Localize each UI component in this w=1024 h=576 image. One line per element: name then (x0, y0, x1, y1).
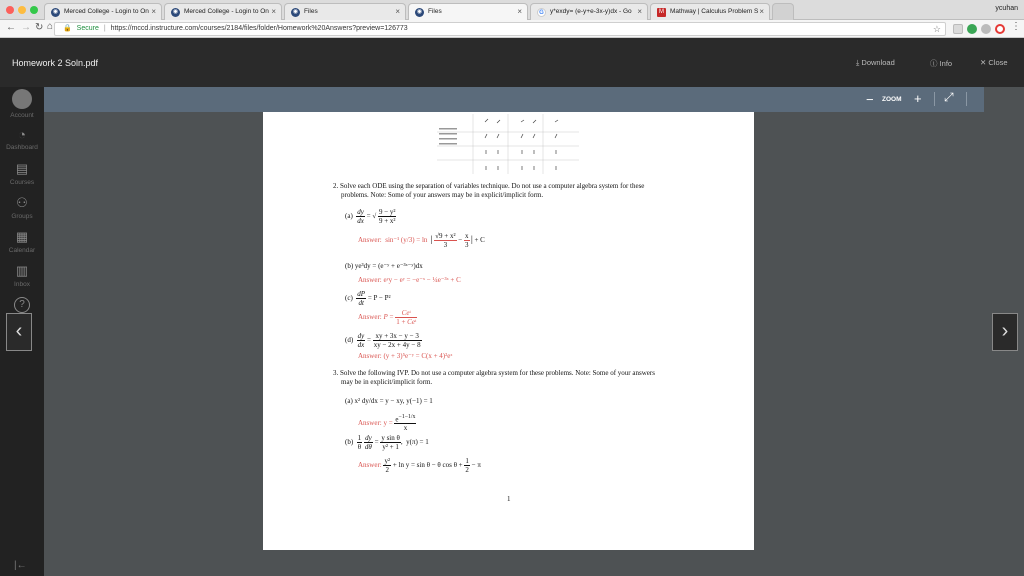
address-toolbar (0, 20, 1024, 38)
extension-icon[interactable] (995, 24, 1005, 34)
nav-label: Courses (9, 179, 35, 186)
answer-label: Answer: (358, 236, 382, 245)
mathway-favicon-icon: M (659, 9, 664, 15)
slope-field-figure (433, 112, 583, 176)
close-tab-icon[interactable]: × (637, 7, 642, 16)
forward-icon[interactable]: → (21, 22, 31, 33)
download-button[interactable] (856, 58, 895, 68)
zoom-in-button[interactable]: + (914, 91, 922, 106)
nav-label: Groups (11, 213, 33, 220)
problem-2d-answer: Answer: (y + 3)⁵e⁻ʸ = C(x + 4)²eˣ (358, 352, 453, 360)
problem-3a-equation: (a) x² dy/dx = y − xy, y(−1) = 1 (345, 397, 433, 405)
problem-2c-answer: Answer: P = $\frac{\text{Ceᵗ}}{\text{1 + Ceᵗ}}$ (358, 309, 417, 326)
problem-3b-answer: Answer: $\frac{\text{y²}}{2}$ + ln y = sin θ − θ cos θ + $\frac{1}{2}$ − π (358, 457, 481, 474)
answer-text: sin⁻¹ (y/3) = ln (385, 236, 428, 245)
close-label: Close (988, 58, 1008, 67)
maximize-window-icon[interactable] (30, 6, 38, 14)
reload-icon[interactable]: ↻ (35, 22, 44, 33)
inbox-icon: ▥ (15, 263, 29, 278)
groups-icon: ⚇ (16, 195, 28, 210)
problem-2a-equation: (a) $\frac{dy}{dx}$ = √ $\frac{\text{9 − y²}}{\text{9 + x²}}$ (345, 208, 396, 225)
lock-icon: 🔒 (63, 25, 72, 32)
part-label: (d) (345, 336, 354, 345)
zoom-out-button[interactable]: − (866, 92, 874, 107)
toolbar-divider (966, 92, 967, 106)
chevron-left-icon: ‹ (15, 320, 23, 342)
part-label: (c) (345, 294, 353, 303)
pdf-page[interactable] (263, 112, 754, 550)
problem-2b-equation: (b) ye³dy = (e⁻ʸ + e⁻³ˣ⁻ʸ)dx (345, 262, 423, 270)
next-file-button[interactable] (992, 313, 1018, 351)
nav-item-calendar[interactable] (0, 229, 44, 254)
back-icon[interactable]: ← (6, 22, 16, 33)
info-button[interactable] (930, 58, 952, 69)
part-label: (a) (345, 212, 353, 221)
nav-item-dashboard[interactable] (0, 127, 44, 151)
nav-item-account[interactable] (0, 89, 44, 119)
close-tab-icon[interactable]: × (271, 7, 276, 16)
nav-label: Calendar (8, 247, 36, 254)
fullscreen-icon[interactable]: ⤢ (944, 90, 954, 104)
canvas-favicon-icon: ◉ (172, 9, 179, 15)
minimize-window-icon[interactable] (18, 6, 26, 14)
problem-3a-answer: Answer: y = $\frac{e^{-1-1/x}}{x}$ (358, 414, 416, 433)
info-label: Info (939, 59, 953, 68)
chrome-user-name[interactable]: ycuhan (995, 5, 1018, 12)
nav-label: Account (10, 112, 34, 119)
part-label: (b) (345, 438, 354, 447)
close-tab-icon[interactable]: × (395, 7, 400, 16)
tab-label: Files (304, 8, 318, 15)
problem-2b-answer: Answer: eʸy − eʸ = −e⁻ˣ − ¼e⁻³ˣ + C (358, 276, 461, 284)
browser-tab[interactable] (530, 3, 648, 20)
extension-icon[interactable] (953, 24, 963, 34)
calendar-icon: ▦ (15, 229, 29, 244)
tab-label: Merced College - Login to On (184, 8, 269, 15)
url-separator: | (103, 25, 106, 32)
collapse-nav-icon[interactable]: |← (14, 560, 27, 571)
tab-label: Merced College - Login to On (64, 8, 149, 15)
extension-icon[interactable] (967, 24, 977, 34)
close-tab-icon[interactable]: × (517, 7, 522, 16)
browser-tab-active[interactable] (408, 3, 528, 20)
pdf-toolbar (44, 87, 984, 112)
answer-label: Answer: (358, 461, 382, 470)
url-text: https://mccd.instructure.com/courses/2184/files/folder/Homework%20Answers?preview=126773 (110, 25, 408, 32)
download-icon: ⤓ (856, 58, 860, 67)
courses-icon: ▤ (15, 161, 29, 176)
chevron-right-icon: › (1001, 320, 1009, 342)
new-tab-button[interactable] (772, 3, 794, 20)
problem-2a-answer: Answer: sin⁻¹ (y/3) = ln │ $\frac{\text{√9 + x²}}{3}$ − $\frac{x}{3}$ │+ C (358, 232, 485, 249)
bookmark-star-icon[interactable]: ☆ (932, 24, 941, 34)
close-button[interactable] (980, 58, 1008, 67)
info-icon: ⓘ (930, 59, 938, 68)
chrome-menu-icon[interactable]: ⋮ (1011, 21, 1021, 32)
dashboard-icon: ◔ (18, 127, 26, 142)
close-icon: ✕ (980, 58, 987, 67)
browser-tab[interactable] (44, 3, 162, 20)
close-window-icon[interactable] (6, 6, 14, 14)
account-icon (12, 89, 32, 109)
home-icon[interactable]: ⌂ (47, 21, 54, 32)
browser-tab[interactable] (284, 3, 406, 20)
extension-icon[interactable] (981, 24, 991, 34)
url-bar[interactable] (54, 22, 946, 36)
previous-file-button[interactable] (6, 313, 32, 351)
problem-2d-equation: (d) $\frac{dy}{dx}$ = $\frac{xy + 3x - y - 3}{xy - 2x + 4y - 8}$ (345, 332, 421, 349)
problem-3b-equation: (b) $\frac{1}{\theta}$ $\frac{dy}{d\theta}$ = $\frac{\text{y sin θ}}{\text{y² + 1}}$ , y(π) = 1 (345, 434, 429, 451)
help-icon: ? (14, 297, 30, 313)
answer-label: Answer: (358, 313, 382, 322)
close-tab-icon[interactable]: × (759, 7, 764, 16)
google-favicon-icon: G (537, 8, 546, 17)
problem-2-note: problems. Note: Some of your answers may be in explicit/implicit form. (341, 191, 544, 199)
download-label: Download (861, 58, 895, 67)
tab-label: Files (428, 8, 442, 15)
tab-label: Mathway | Calculus Problem S (670, 8, 759, 15)
nav-item-groups[interactable] (0, 195, 44, 220)
problem-2c-equation: (c) $\frac{dP}{dt}$ = P − P² (345, 290, 391, 307)
canvas-favicon-icon: ◉ (52, 9, 59, 15)
secure-label: Secure (76, 25, 99, 32)
canvas-favicon-icon: ◉ (416, 9, 423, 15)
document-title: Homework 2 Soln.pdf (12, 58, 99, 68)
toolbar-divider (934, 92, 935, 106)
answer-text: Answer: y = (358, 418, 393, 427)
browser-tab[interactable] (650, 3, 770, 20)
problem-2-heading: 2. Solve each ODE using the separation of variables technique. Do not use a computer algebra system for these (333, 182, 645, 190)
browser-tab[interactable] (164, 3, 282, 20)
zoom-label: ZOOM (882, 96, 902, 103)
browser-tab-bar (0, 0, 1024, 20)
file-preview-header (0, 38, 1024, 87)
problem-3-note: may be in explicit/implicit form. (341, 378, 433, 386)
problem-3-heading: 3. Solve the following IVP. Do not use a computer algebra system for these problems. Note: Some of your answers (333, 369, 655, 377)
nav-label: Dashboard (6, 144, 38, 151)
tab-label: y*exdy= (e-y+e-3x-y)dx - Go (550, 8, 632, 15)
nav-label: Inbox (14, 281, 30, 288)
nav-item-inbox[interactable] (0, 263, 44, 288)
close-tab-icon[interactable]: × (151, 7, 156, 16)
nav-item-courses[interactable] (0, 161, 44, 186)
page-number: 1 (507, 495, 511, 503)
canvas-favicon-icon: ◉ (292, 9, 299, 15)
